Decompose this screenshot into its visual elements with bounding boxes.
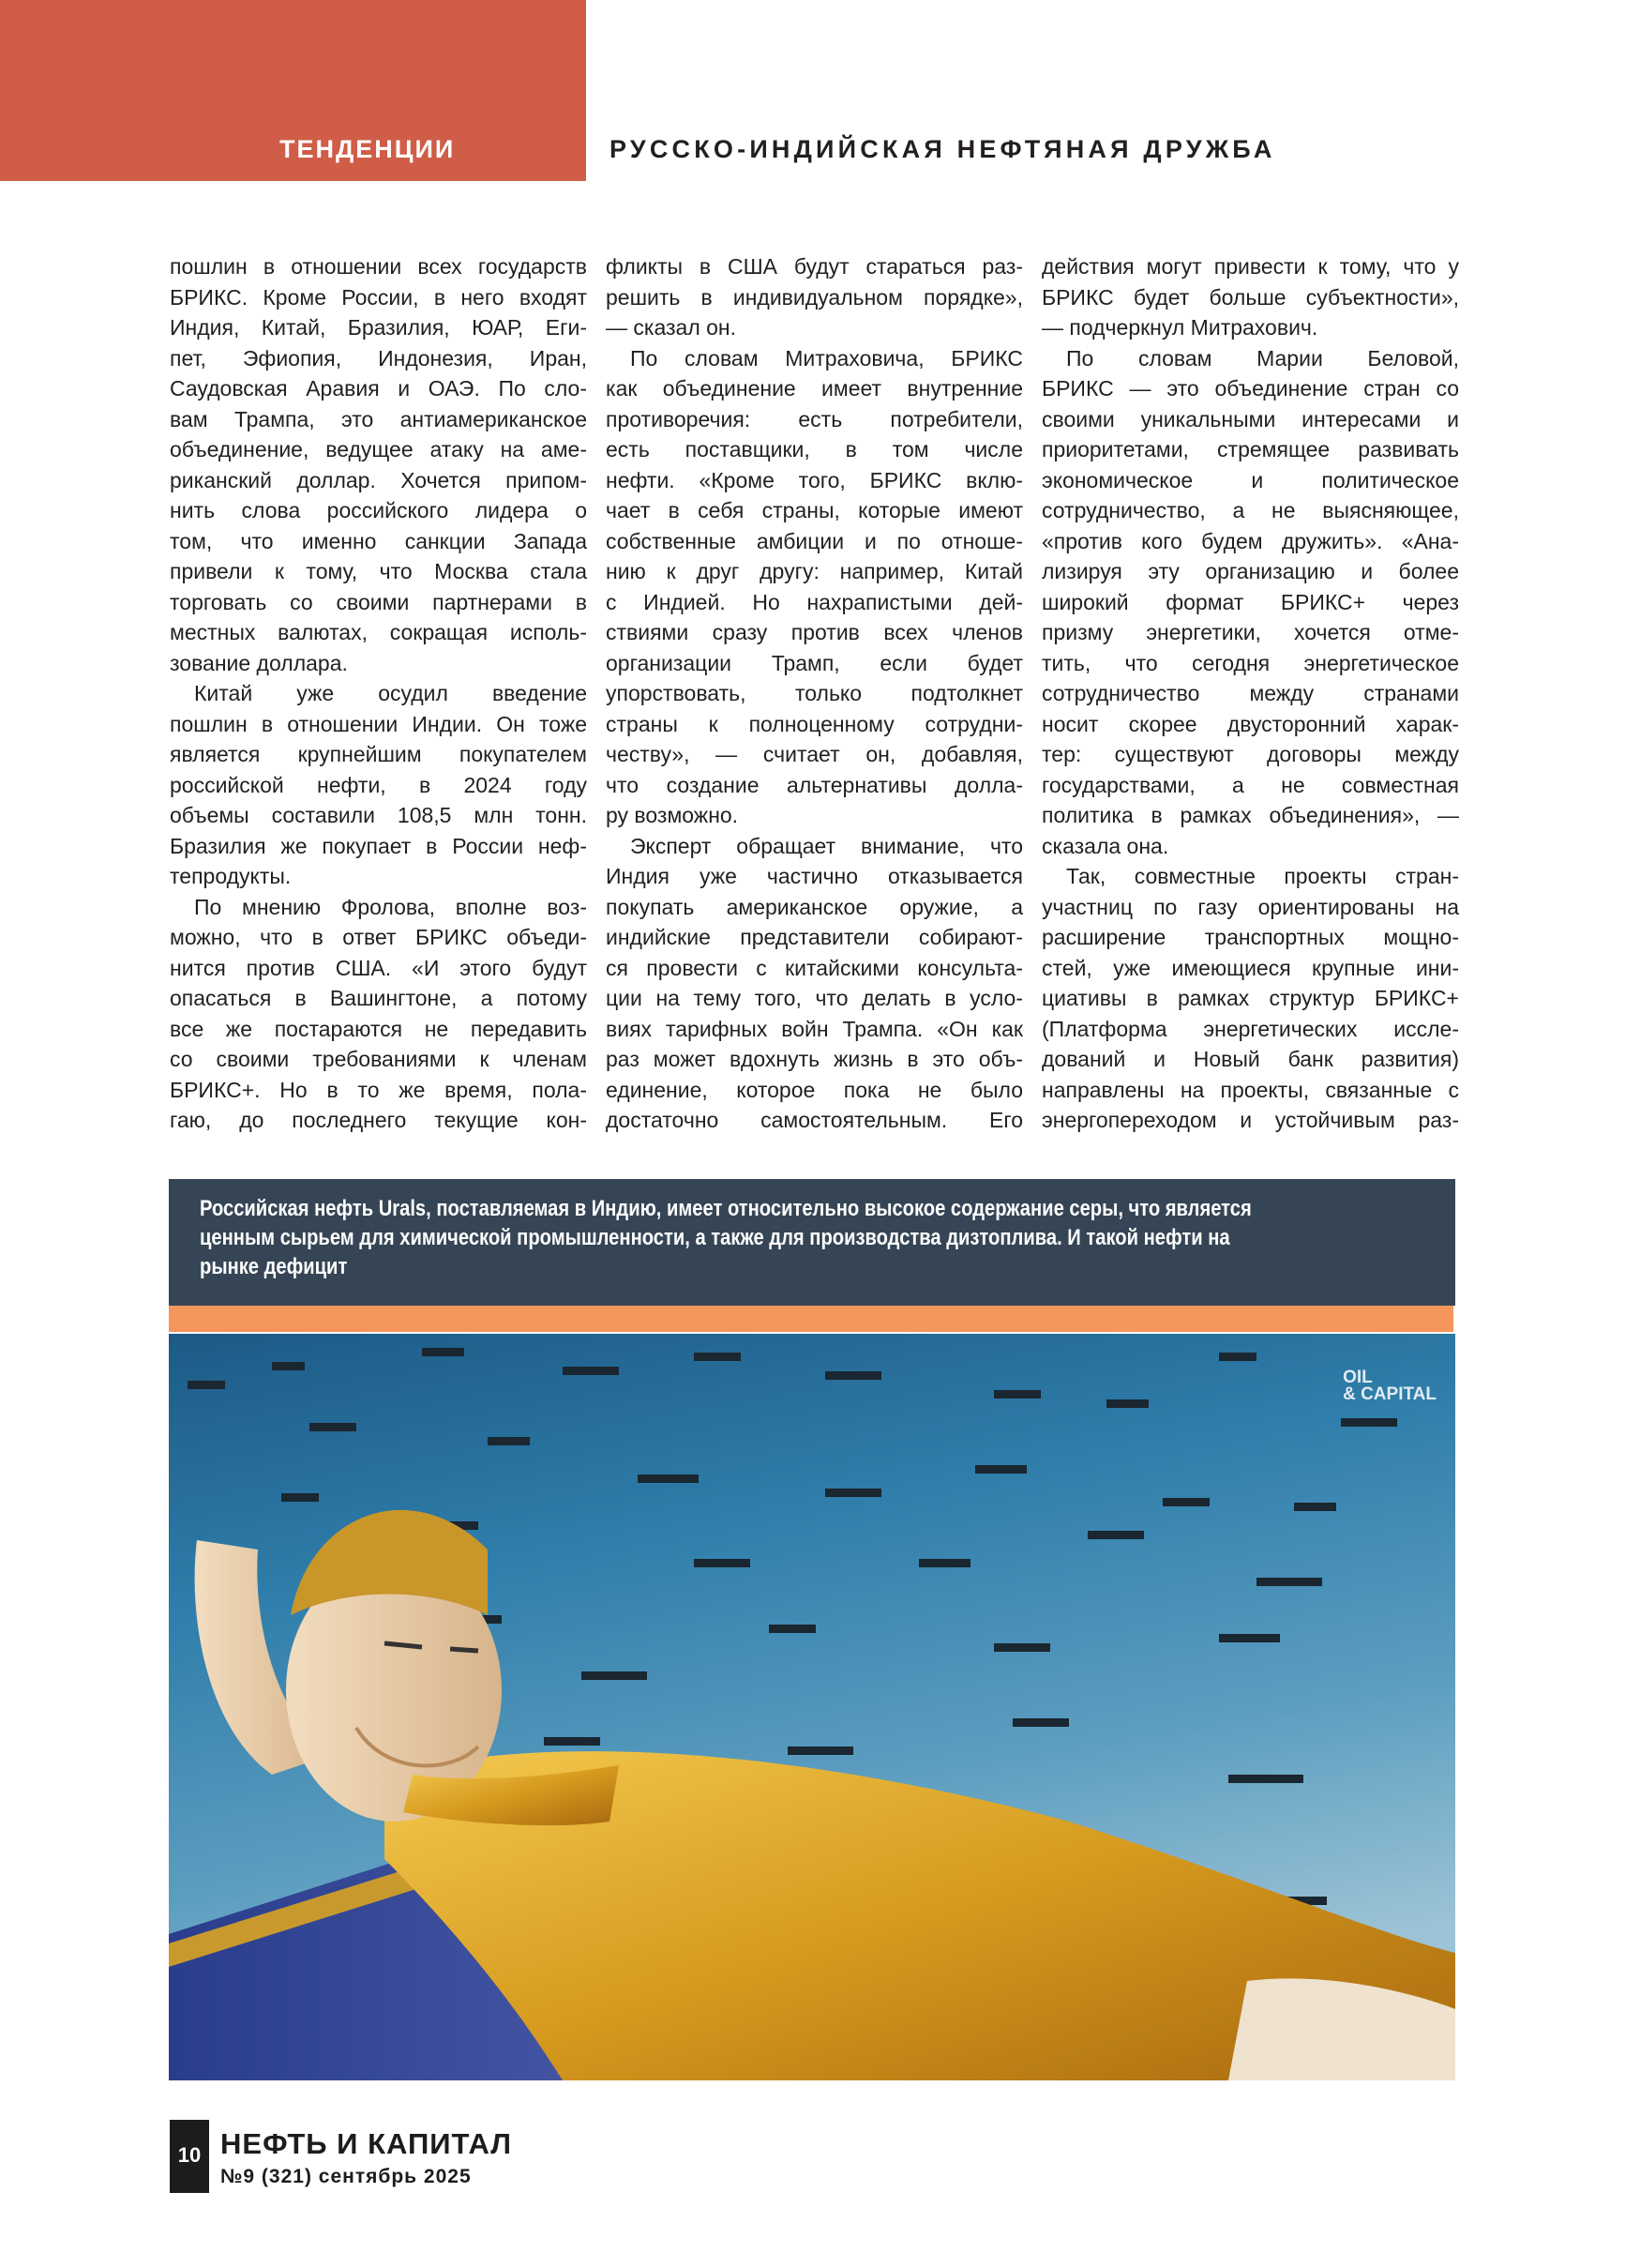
reclining-buddha-tankers-image (169, 1334, 1455, 2080)
text-line: привели к тому, что Москва стала (170, 559, 587, 583)
text-line: (Платформа энергетических иссле- (1042, 1016, 1459, 1041)
text-line: пошлин в отношении Индии. Он тоже (170, 711, 587, 736)
tanker-ship (825, 1489, 881, 1497)
tanker-ship (994, 1390, 1041, 1399)
text-line: пошлин в отношении всех государств (170, 254, 587, 279)
watermark-line: & CAPITAL (1343, 1384, 1437, 1404)
text-line: тить, что сегодня энергетическое (1042, 650, 1459, 675)
text-line: нефти. «Кроме того, БРИКС вклю- (606, 467, 1023, 492)
text-line: Индия уже частично отказывается (606, 864, 1023, 888)
text-line: российской нефти, в 2024 году (170, 772, 587, 797)
text-line: страны к полноценному сотрудни- (606, 711, 1023, 736)
text-line: опасаться в Вашингтоне, а потому (170, 986, 587, 1010)
tanker-ship (488, 1437, 530, 1445)
text-line: нится против США. «И этого будут (170, 955, 587, 980)
text-line: дований и Новый банк развития) (1042, 1047, 1459, 1071)
text-line: фликты в США будут стараться раз- (606, 254, 1023, 279)
text-line: можно, что в ответ БРИКС объеди- (170, 925, 587, 949)
text-line: широкий формат БРИКС+ через (1042, 589, 1459, 614)
tanker-ship (975, 1465, 1027, 1474)
text-line: лизируя эту организацию и более (1042, 559, 1459, 583)
text-line: Индия, Китай, Бразилия, ЮАР, Еги- (170, 315, 587, 340)
text-line: По мнению Фролова, вполне воз- (194, 894, 587, 919)
tanker-ship (1294, 1503, 1336, 1511)
tanker-ship (694, 1353, 741, 1361)
text-line: ся провести с китайскими консульта- (606, 955, 1023, 980)
text-line: том, что именно санкции Запада (170, 528, 587, 553)
text-line: Так, совместные проекты стран- (1066, 864, 1459, 888)
text-line: призму энергетики, хочется отме- (1042, 620, 1459, 644)
text-line: тепродукты. (170, 864, 292, 888)
tanker-ship (188, 1381, 225, 1389)
text-line: По словам Митраховича, БРИКС (630, 345, 1023, 370)
tanker-ship (281, 1493, 319, 1502)
magazine-name: НЕФТЬ И КАПИТАЛ (220, 2127, 513, 2160)
text-column-3 (1042, 251, 1459, 1136)
text-line: индийские представители собирают- (606, 925, 1023, 949)
text-line: БРИКС+. Но в то же время, пола- (170, 1077, 587, 1102)
tanker-ship (563, 1367, 619, 1375)
text-line: «против кого будем дружить». «Ана- (1042, 528, 1459, 553)
text-line: стей, уже имеющиеся крупные ини- (1042, 955, 1459, 980)
text-line: местных валютах, сокращая исполь- (170, 620, 587, 644)
tanker-ship (788, 1746, 853, 1755)
caption-line: Российская нефть Urals, поставляемая в Индию, имеет относительно высокое содержание серы, что является (200, 1196, 1252, 1221)
text-line: объемы составили 108,5 млн тонн. (170, 803, 587, 827)
tanker-ship (769, 1625, 816, 1633)
text-line: приоритетами, стремящее развивать (1042, 437, 1459, 461)
text-line: циативы в рамках структур БРИКС+ (1042, 986, 1459, 1010)
text-line: все же постараются не передавить (170, 1016, 587, 1041)
text-line: Бразилия же покупает в России неф- (170, 833, 587, 858)
magazine-issue: №9 (321) сентябрь 2025 (220, 2166, 472, 2187)
text-line: государствами, а не совместная (1042, 772, 1459, 797)
section-label: ТЕНДЕНЦИИ (279, 135, 456, 163)
tanker-ship (1256, 1578, 1322, 1586)
tanker-ship (1219, 1353, 1256, 1361)
text-line: есть поставщики, в том числе (606, 437, 1023, 461)
text-line: сотрудничество, а не выясняющее, (1042, 498, 1459, 522)
tanker-ship (825, 1371, 881, 1380)
text-line: зование доллара. (170, 650, 348, 675)
text-line: единение, которое пока не было (606, 1077, 1023, 1102)
text-line: сказала она. (1042, 833, 1169, 858)
article-title: РУССКО-ИНДИЙСКАЯ НЕФТЯНАЯ ДРУЖБА (609, 135, 1276, 163)
text-line: является крупнейшим покупателем (170, 742, 587, 766)
text-line: собственные амбиции и по отноше- (606, 528, 1023, 553)
text-line: нить слова российского лидера о (170, 498, 587, 522)
text-line: Китай уже осудил введение (194, 681, 587, 705)
text-line: упорствовать, только подтолкнет (606, 681, 1023, 705)
text-line: По словам Марии Беловой, (1066, 345, 1459, 370)
text-line: Саудовская Аравия и ОАЭ. По сло- (170, 376, 587, 401)
text-line: энергопереходом и устойчивым раз- (1042, 1108, 1459, 1132)
tanker-ship (1013, 1718, 1069, 1727)
text-line: действия могут привести к тому, что у (1042, 254, 1459, 279)
text-line: нию к друг другу: например, Китай (606, 559, 1023, 583)
tanker-ship (272, 1362, 305, 1370)
text-line: организации Трамп, если будет (606, 650, 1023, 675)
text-line: торговать со своими партнерами в (170, 589, 587, 614)
text-line: экономическое и политическое (1042, 467, 1459, 492)
text-line: БРИКС — это объединение стран со (1042, 376, 1459, 401)
text-column-1 (170, 251, 587, 1136)
caption-line: рынке дефицит (200, 1254, 348, 1279)
tanker-ship (581, 1671, 647, 1680)
text-line: тер: существуют договоры между (1042, 742, 1459, 766)
tanker-ship (544, 1737, 600, 1746)
tanker-ship (1106, 1399, 1149, 1408)
caption-line: ценным сырьем для химической промышленности, а также для производства дизтоплива. И такой нефти на (200, 1225, 1230, 1250)
text-line: ру возможно. (606, 803, 739, 827)
tanker-ship (1341, 1418, 1397, 1427)
text-line: своими уникальными интересами и (1042, 406, 1459, 431)
tanker-ship (994, 1643, 1050, 1652)
text-line: — подчеркнул Митрахович. (1042, 315, 1318, 340)
text-line: участниц по газу ориентированы на (1042, 894, 1459, 919)
tanker-ship (1219, 1634, 1280, 1642)
tanker-ship (694, 1559, 750, 1567)
text-line: с Индией. Но нахрапистыми дей- (606, 589, 1023, 614)
article-photo (169, 1334, 1455, 2080)
text-line: что создание альтернативы долла- (606, 772, 1023, 797)
text-line: сотрудничество между странами (1042, 681, 1459, 705)
tanker-ship (1163, 1498, 1210, 1506)
text-line: как объединение имеет внутренние (606, 376, 1023, 401)
tanker-ship (1088, 1531, 1144, 1539)
text-line: пет, Эфиопия, Индонезия, Иран, (170, 345, 587, 370)
text-line: риканский доллар. Хочется припом- (170, 467, 587, 492)
tanker-ship (638, 1474, 699, 1483)
text-line: ствиями сразу против всех членов (606, 620, 1023, 644)
text-line: расширение транспортных мощно- (1042, 925, 1459, 949)
photo-caption (169, 1179, 1455, 1306)
page-number: 10 (177, 2143, 202, 2167)
text-line: вам Трампа, это антиамериканское (170, 406, 587, 431)
text-line: — сказал он. (606, 315, 737, 340)
text-line: Эксперт обращает внимание, что (630, 833, 1023, 858)
watermark-logo (1343, 1369, 1437, 1403)
text-line: БРИКС будет больше субъектности», (1042, 284, 1459, 310)
text-line: решить в индивидуальном порядке», (606, 284, 1023, 310)
text-line: чает в себя страны, которые имеют (606, 498, 1023, 522)
text-line: со своими требованиями к членам (170, 1047, 587, 1071)
text-line: направлены на проекты, связанные с (1042, 1077, 1459, 1102)
text-line: политика в рамках объединения», — (1042, 803, 1459, 827)
caption-accent-bar (169, 1306, 1453, 1332)
tanker-ship (1228, 1775, 1303, 1783)
text-line: гаю, до последнего текущие кон- (170, 1108, 587, 1132)
tanker-ship (919, 1559, 970, 1567)
tanker-ship (422, 1348, 464, 1356)
text-line: БРИКС. Кроме России, в него входят (170, 284, 587, 310)
text-line: противоречия: есть потребители, (606, 406, 1023, 431)
page-number-box (170, 2120, 209, 2193)
text-line: виях тарифных войн Трампа. «Он как (606, 1016, 1023, 1041)
text-line: честву», — считает он, добавляя, (606, 742, 1023, 766)
text-line: ции на тему того, что делать в усло- (606, 986, 1023, 1010)
text-line: покупать американское оружие, а (606, 894, 1023, 919)
text-line: достаточно самостоятельным. Его (606, 1108, 1023, 1132)
text-line: раз может вдохнуть жизнь в это объ- (606, 1047, 1023, 1071)
text-line: объединение, ведущее атаку на аме- (170, 437, 587, 461)
text-line: носит скорее двусторонний харак- (1042, 711, 1459, 736)
text-column-2 (606, 251, 1023, 1136)
tanker-ship (309, 1423, 356, 1431)
watermark-line: OIL (1343, 1368, 1373, 1387)
